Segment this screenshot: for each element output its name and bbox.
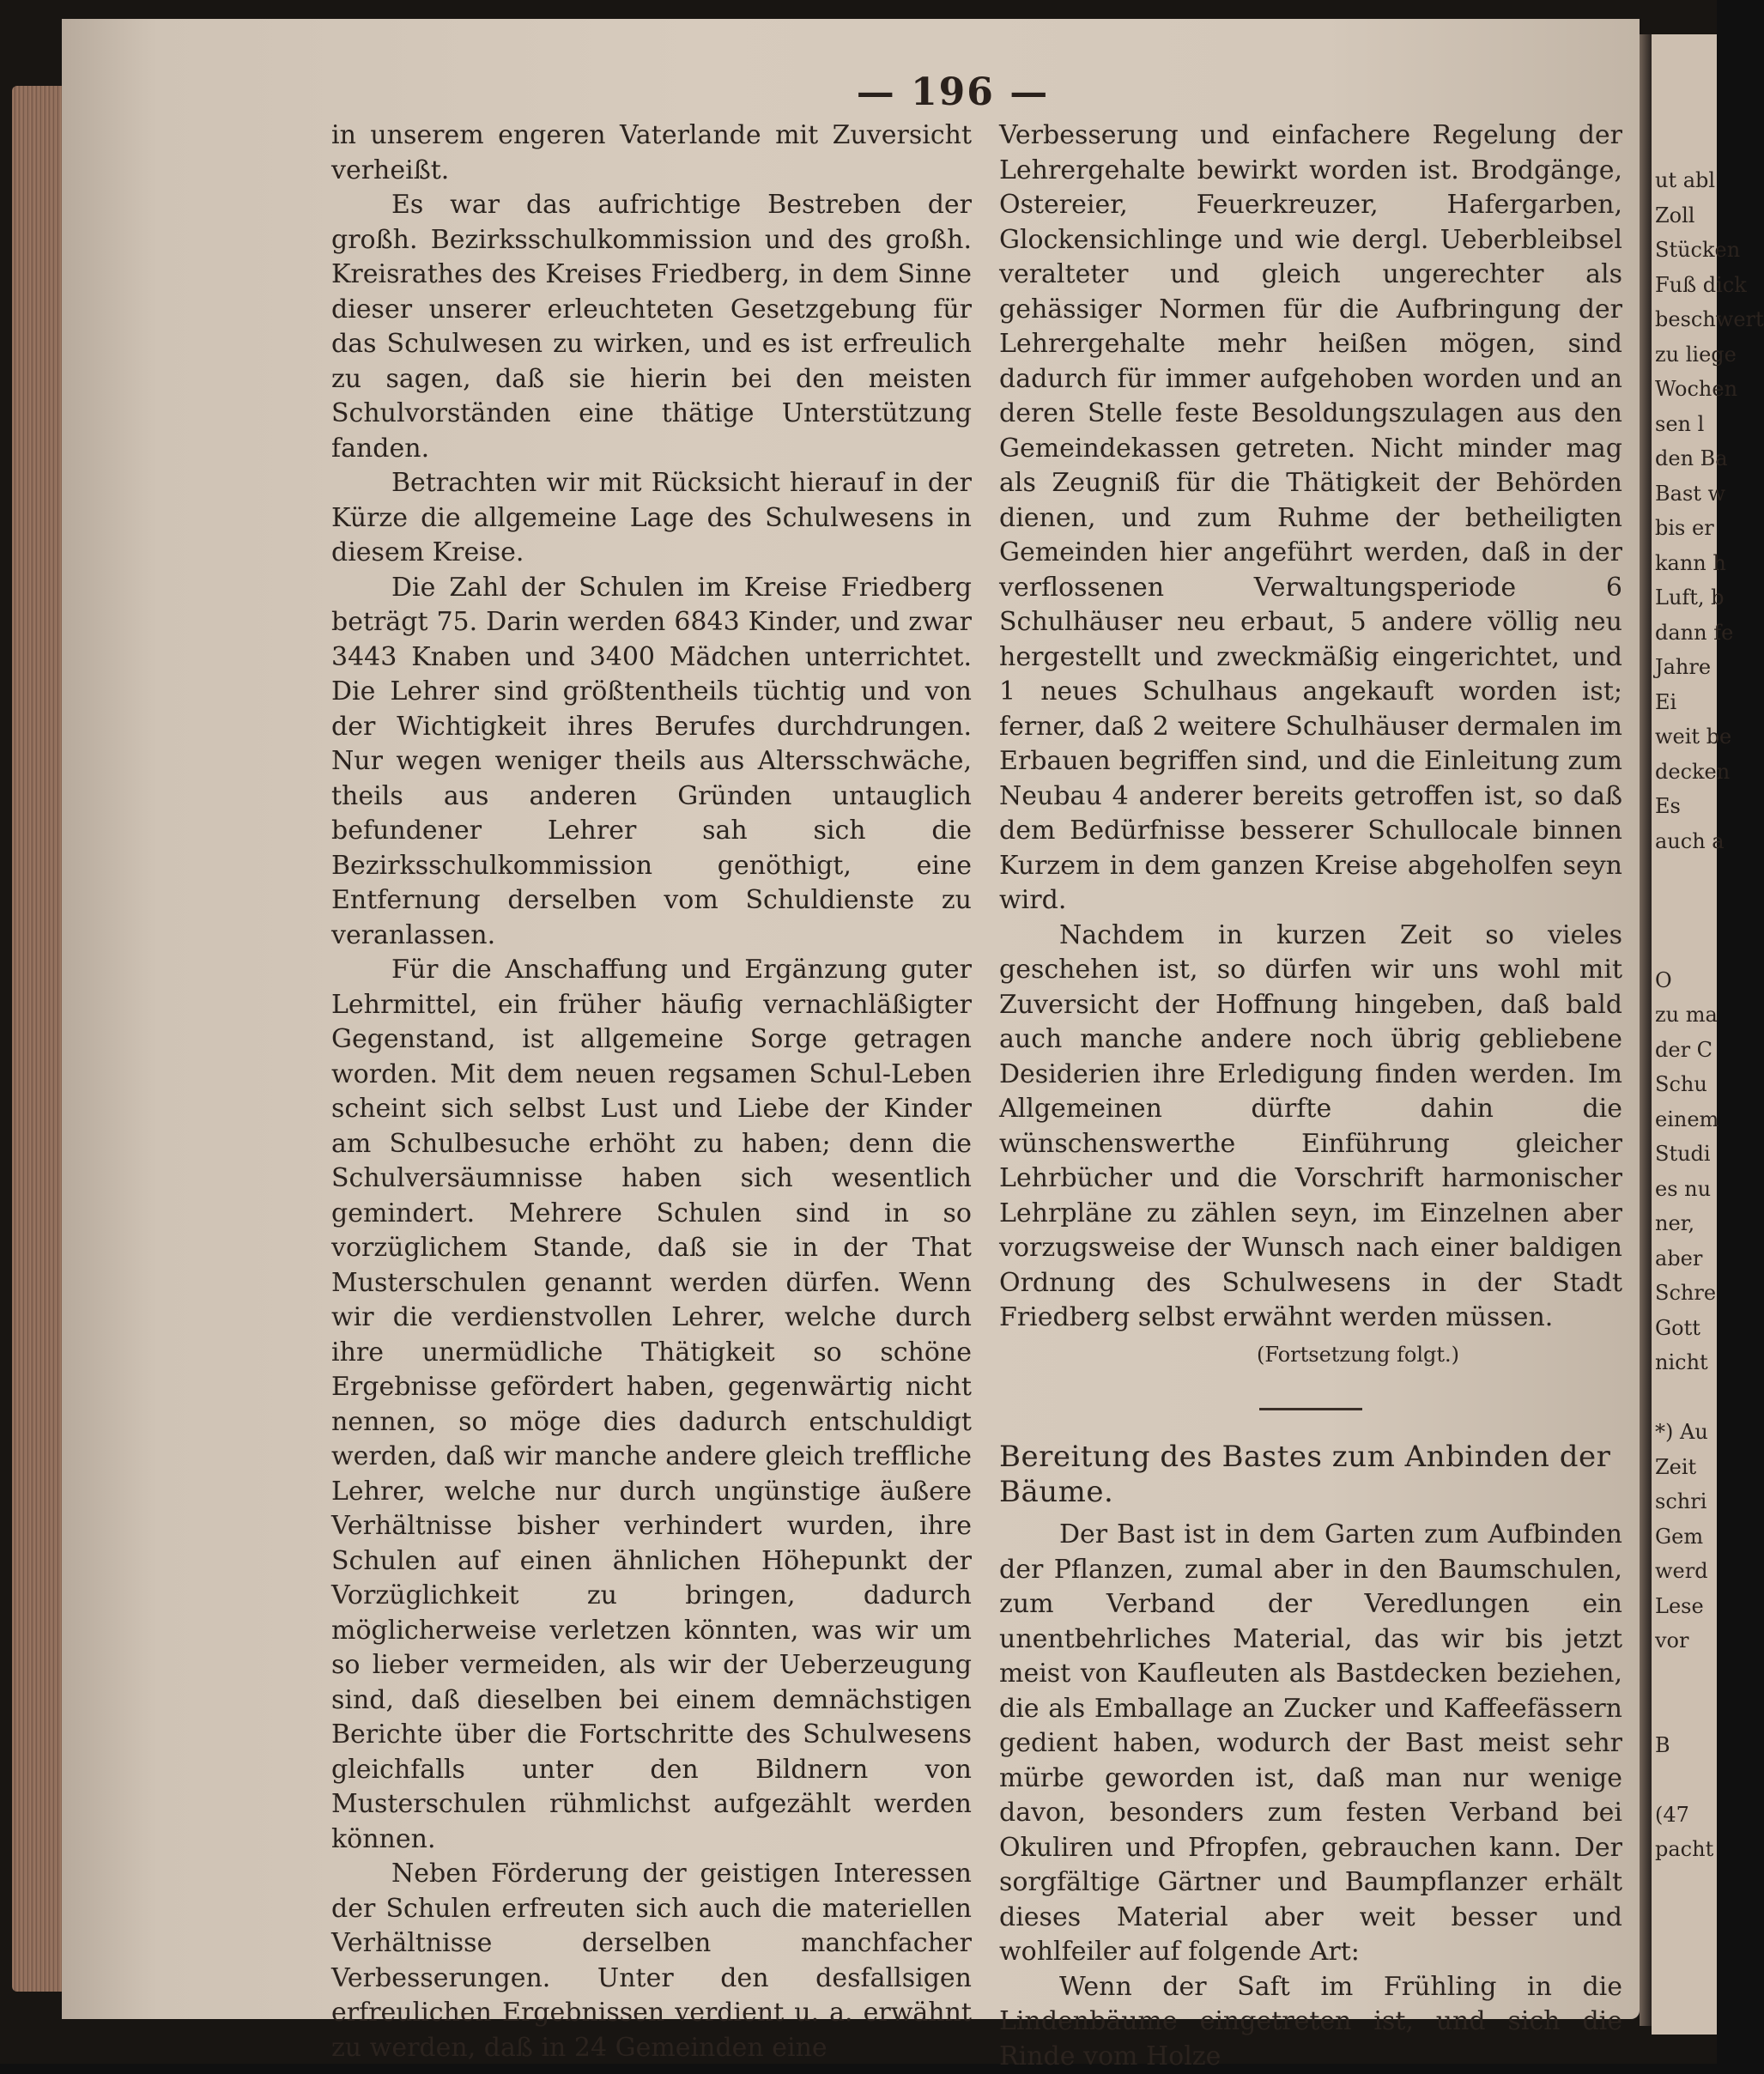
continuation-note: (Fortsetzung folgt.) bbox=[999, 1337, 1622, 1373]
right-text-column bbox=[999, 118, 1622, 2074]
adjacent-page-fragment: Zeit bbox=[1655, 1450, 1696, 1485]
adjacent-page-fragment: Bast w bbox=[1655, 476, 1725, 512]
adjacent-page-fragment: B bbox=[1655, 1728, 1670, 1763]
adjacent-page-fragment: (47 bbox=[1655, 1798, 1689, 1833]
paragraph: Nachdem in kurzen Zeit so vieles geschehen ist, so dürfen wir uns wohl mit Zuversicht der Hoffnung hingeben, daß bald auch manche andere noch übrig gebliebene Desiderien ihre Erledigung finden werden. Im Allgemeinen dürfte dahin die wünschenswerthe Einführung gleicher Lehrbücher und die Vorschrift harmonischer Lehrpläne zu zählen seyn, im Einzelnen aber vorzugsweise der Wunsch nach einer baldigen Ordnung des Schulwesens in der Stadt Friedberg selbst erwähnt werden müssen. bbox=[999, 919, 1622, 1336]
adjacent-page-fragment: Schre bbox=[1655, 1276, 1716, 1311]
paragraph: Wenn der Saft im Frühling in die Lindenbäume eingetreten ist, und sich die Rinde vom Holze bbox=[999, 1970, 1622, 2074]
paragraph: Es war das aufrichtige Bestreben der großh. Bezirksschulkommission und des großh. Kreisrathes des Kreises Friedberg, in dem Sinne dieser unserer erleuchteten Gesetzgebung für das Schulwesen zu wirken, und es ist erfreulich zu sagen, daß sie hierin bei den meisten Schulvorständen eine thätige Unterstützung fanden. bbox=[331, 188, 972, 466]
paragraph: Neben Förderung der geistigen Interessen der Schulen erfreuten sich auch die materiellen Verhältnisse derselben manchfacher Verbesserungen. Unter den desfallsigen erfreulichen Ergebnissen verdient u. a. erwähnt zu werden, daß in 24 Gemeinden eine bbox=[331, 1857, 972, 2065]
adjacent-page-fragment: Schu bbox=[1655, 1067, 1707, 1102]
adjacent-page-fragment: aber bbox=[1655, 1241, 1702, 1277]
adjacent-page-fragment: sen l bbox=[1655, 407, 1704, 442]
adjacent-page-fragment: auch a bbox=[1655, 824, 1725, 859]
adjacent-page-fragment: dann fe bbox=[1655, 616, 1733, 651]
article-heading: Bereitung des Bastes zum Anbinden der Bäume. bbox=[999, 1440, 1622, 1509]
paragraph: Betrachten wir mit Rücksicht hierauf in der Kürze die allgemeine Lage des Schulwesens in diesem Kreise. bbox=[331, 466, 972, 571]
adjacent-page-fragment: Studi bbox=[1655, 1137, 1711, 1172]
adjacent-page-fragment: Luft, b bbox=[1655, 580, 1725, 616]
adjacent-page-fragment: nicht bbox=[1655, 1345, 1708, 1380]
adjacent-page-fragment: beschwert bbox=[1655, 302, 1764, 337]
adjacent-page-fragment: kann h bbox=[1655, 546, 1726, 581]
adjacent-page-fragment: *) Au bbox=[1655, 1415, 1708, 1450]
paragraph: in unserem engeren Vaterlande mit Zuversicht verheißt. bbox=[331, 118, 972, 188]
paragraph: Für die Anschaffung und Ergänzung guter Lehrmittel, ein früher häufig vernachläßigter Gegenstand, ist allgemeine Sorge getragen worden. Mit dem neuen regsamen Schul-Leben scheint sich selbst Lust und Liebe der Kinder am Schulbesuche erhöht zu haben; denn die Schulversäumnisse haben sich wesentlich gemindert. Mehrere Schulen sind in so vorzüglichem Stande, daß sie in der That Musterschulen genannt werden dürfen. Wenn wir die verdienstvollen Lehrer, welche durch ihre unermüdliche Thätigkeit so schöne Ergebnisse gefördert haben, gegenwärtig nicht nennen, so möge dies dadurch entschuldigt werden, daß wir manche andere gleich treffliche Lehrer, welche nur durch ungünstige äußere Verhältnisse bisher verhindert wurden, ihre Schulen auf einen ähnlichen Höhepunkt der Vorzüglichkeit zu bringen, dadurch möglicherweise verletzen könnten, was wir um so lieber vermeiden, als wir der Ueberzeugung sind, daß dieselben bei einem demnächstigen Berichte über die Fortschritte des Schulwesens gleichfalls unter den Bildnern von Musterschulen rühmlichst aufgezählt werden können. bbox=[331, 953, 972, 1857]
adjacent-page-fragment: pacht bbox=[1655, 1832, 1713, 1867]
adjacent-page-fragment: Lese bbox=[1655, 1589, 1704, 1624]
adjacent-page-fragment: Wochen bbox=[1655, 372, 1737, 407]
book-gutter bbox=[1640, 34, 1652, 2026]
adjacent-page-fragment: zu ma bbox=[1655, 998, 1718, 1033]
adjacent-page-fragment: der C bbox=[1655, 1033, 1712, 1068]
adjacent-page-fragment: einem bbox=[1655, 1102, 1719, 1137]
adjacent-page-fragment: decken bbox=[1655, 755, 1730, 790]
adjacent-page-fragment: werd bbox=[1655, 1554, 1708, 1589]
paragraph: Die Zahl der Schulen im Kreise Friedberg beträgt 75. Darin werden 6843 Kinder, und zwar 3443 Knaben und 3400 Mädchen unterrichtet. Die Lehrer sind größtentheils tüchtig und von der Wichtigkeit ihres Berufes durchdrungen. Nur wegen weniger theils aus Altersschwäche, theils aus anderen Gründen untauglich befundener Lehrer sah sich die Bezirksschulkommission genöthigt, eine Entfernung derselben vom Schuldienste zu veranlassen. bbox=[331, 571, 972, 954]
adjacent-page-fragment: vor bbox=[1655, 1623, 1688, 1659]
adjacent-page-fragment: Zoll bbox=[1655, 198, 1694, 233]
adjacent-page-fragment: O bbox=[1655, 963, 1672, 998]
adjacent-page-fragment: ut abl bbox=[1655, 163, 1715, 198]
adjacent-page-fragment: Ei bbox=[1655, 685, 1676, 720]
paragraph: Verbesserung und einfachere Regelung der Lehrergehalte bewirkt worden ist. Brodgänge, Ostereier, Feuerkreuzer, Hafergarben, Glockensichlinge und wie dergl. Ueberbleibsel veralteter und gleich ungerechter als gehässiger Normen für die Aufbringung der Lehrergehalte mehr heißen mögen, sind dadurch für immer aufgehoben worden und an deren Stelle feste Besoldungszulagen aus den Gemeindekassen getreten. Nicht minder mag als Zeugniß für die Thätigkeit der Behörden dienen, und zum Ruhme der betheiligten Gemeinden hier angeführt werden, daß in der verflossenen Verwaltungsperiode 6 Schulhäuser neu erbaut, 5 andere völlig neu hergestellt und zweckmäßig eingerichtet, und 1 neues Schulhaus angekauft worden ist; ferner, daß 2 weitere Schulhäuser dermalen im Erbauen begriffen sind, und die Einleitung zum Neubau 4 anderer bereits getroffen ist, so daß dem Bedürfnisse besserer Schullocale binnen Kurzem in dem ganzen Kreise abgeholfen seyn wird. bbox=[999, 118, 1622, 919]
adjacent-page-fragment: Es bbox=[1655, 789, 1681, 824]
adjacent-page-fragment: es nu bbox=[1655, 1172, 1711, 1207]
adjacent-page-fragment: weit be bbox=[1655, 719, 1731, 755]
paragraph: Der Bast ist in dem Garten zum Aufbinden der Pflanzen, zumal aber in den Baumschulen, zum Verband der Veredlungen ein unentbehrliches Material, das wir bis jetzt meist von Kaufleuten als Bastdecken beziehen, die als Emballage an Zucker und Kaffeefässern gedient haben, wodurch der Bast meist sehr mürbe geworden ist, daß man nur wenige davon, besonders zum festen Verband bei Okuliren und Pfropfen, gebrauchen kann. Der sorgfältige Gärtner und Baumpflanzer erhält dieses Material aber weit besser und wohlfeiler auf folgende Art: bbox=[999, 1518, 1622, 1970]
left-text-column bbox=[331, 118, 972, 2065]
adjacent-page-fragment: Gott bbox=[1655, 1311, 1700, 1346]
adjacent-page-fragment: ner, bbox=[1655, 1206, 1694, 1241]
page-number: — 196 — bbox=[824, 70, 1082, 114]
adjacent-page-fragment: zu liege bbox=[1655, 337, 1737, 373]
adjacent-page-fragment: den Ba bbox=[1655, 441, 1728, 476]
book-page-edges bbox=[12, 86, 62, 1992]
adjacent-page-fragment: Jahre bbox=[1655, 650, 1711, 685]
adjacent-page-fragment: schri bbox=[1655, 1484, 1706, 1519]
adjacent-page-fragment: Stücken bbox=[1655, 233, 1740, 268]
section-divider bbox=[1259, 1408, 1362, 1410]
adjacent-page-fragment: bis er bbox=[1655, 511, 1714, 546]
adjacent-page-fragment: Gem bbox=[1655, 1519, 1703, 1555]
adjacent-page-fragment: Fuß dick bbox=[1655, 268, 1747, 303]
adjacent-page-sliver bbox=[1652, 34, 1717, 2035]
